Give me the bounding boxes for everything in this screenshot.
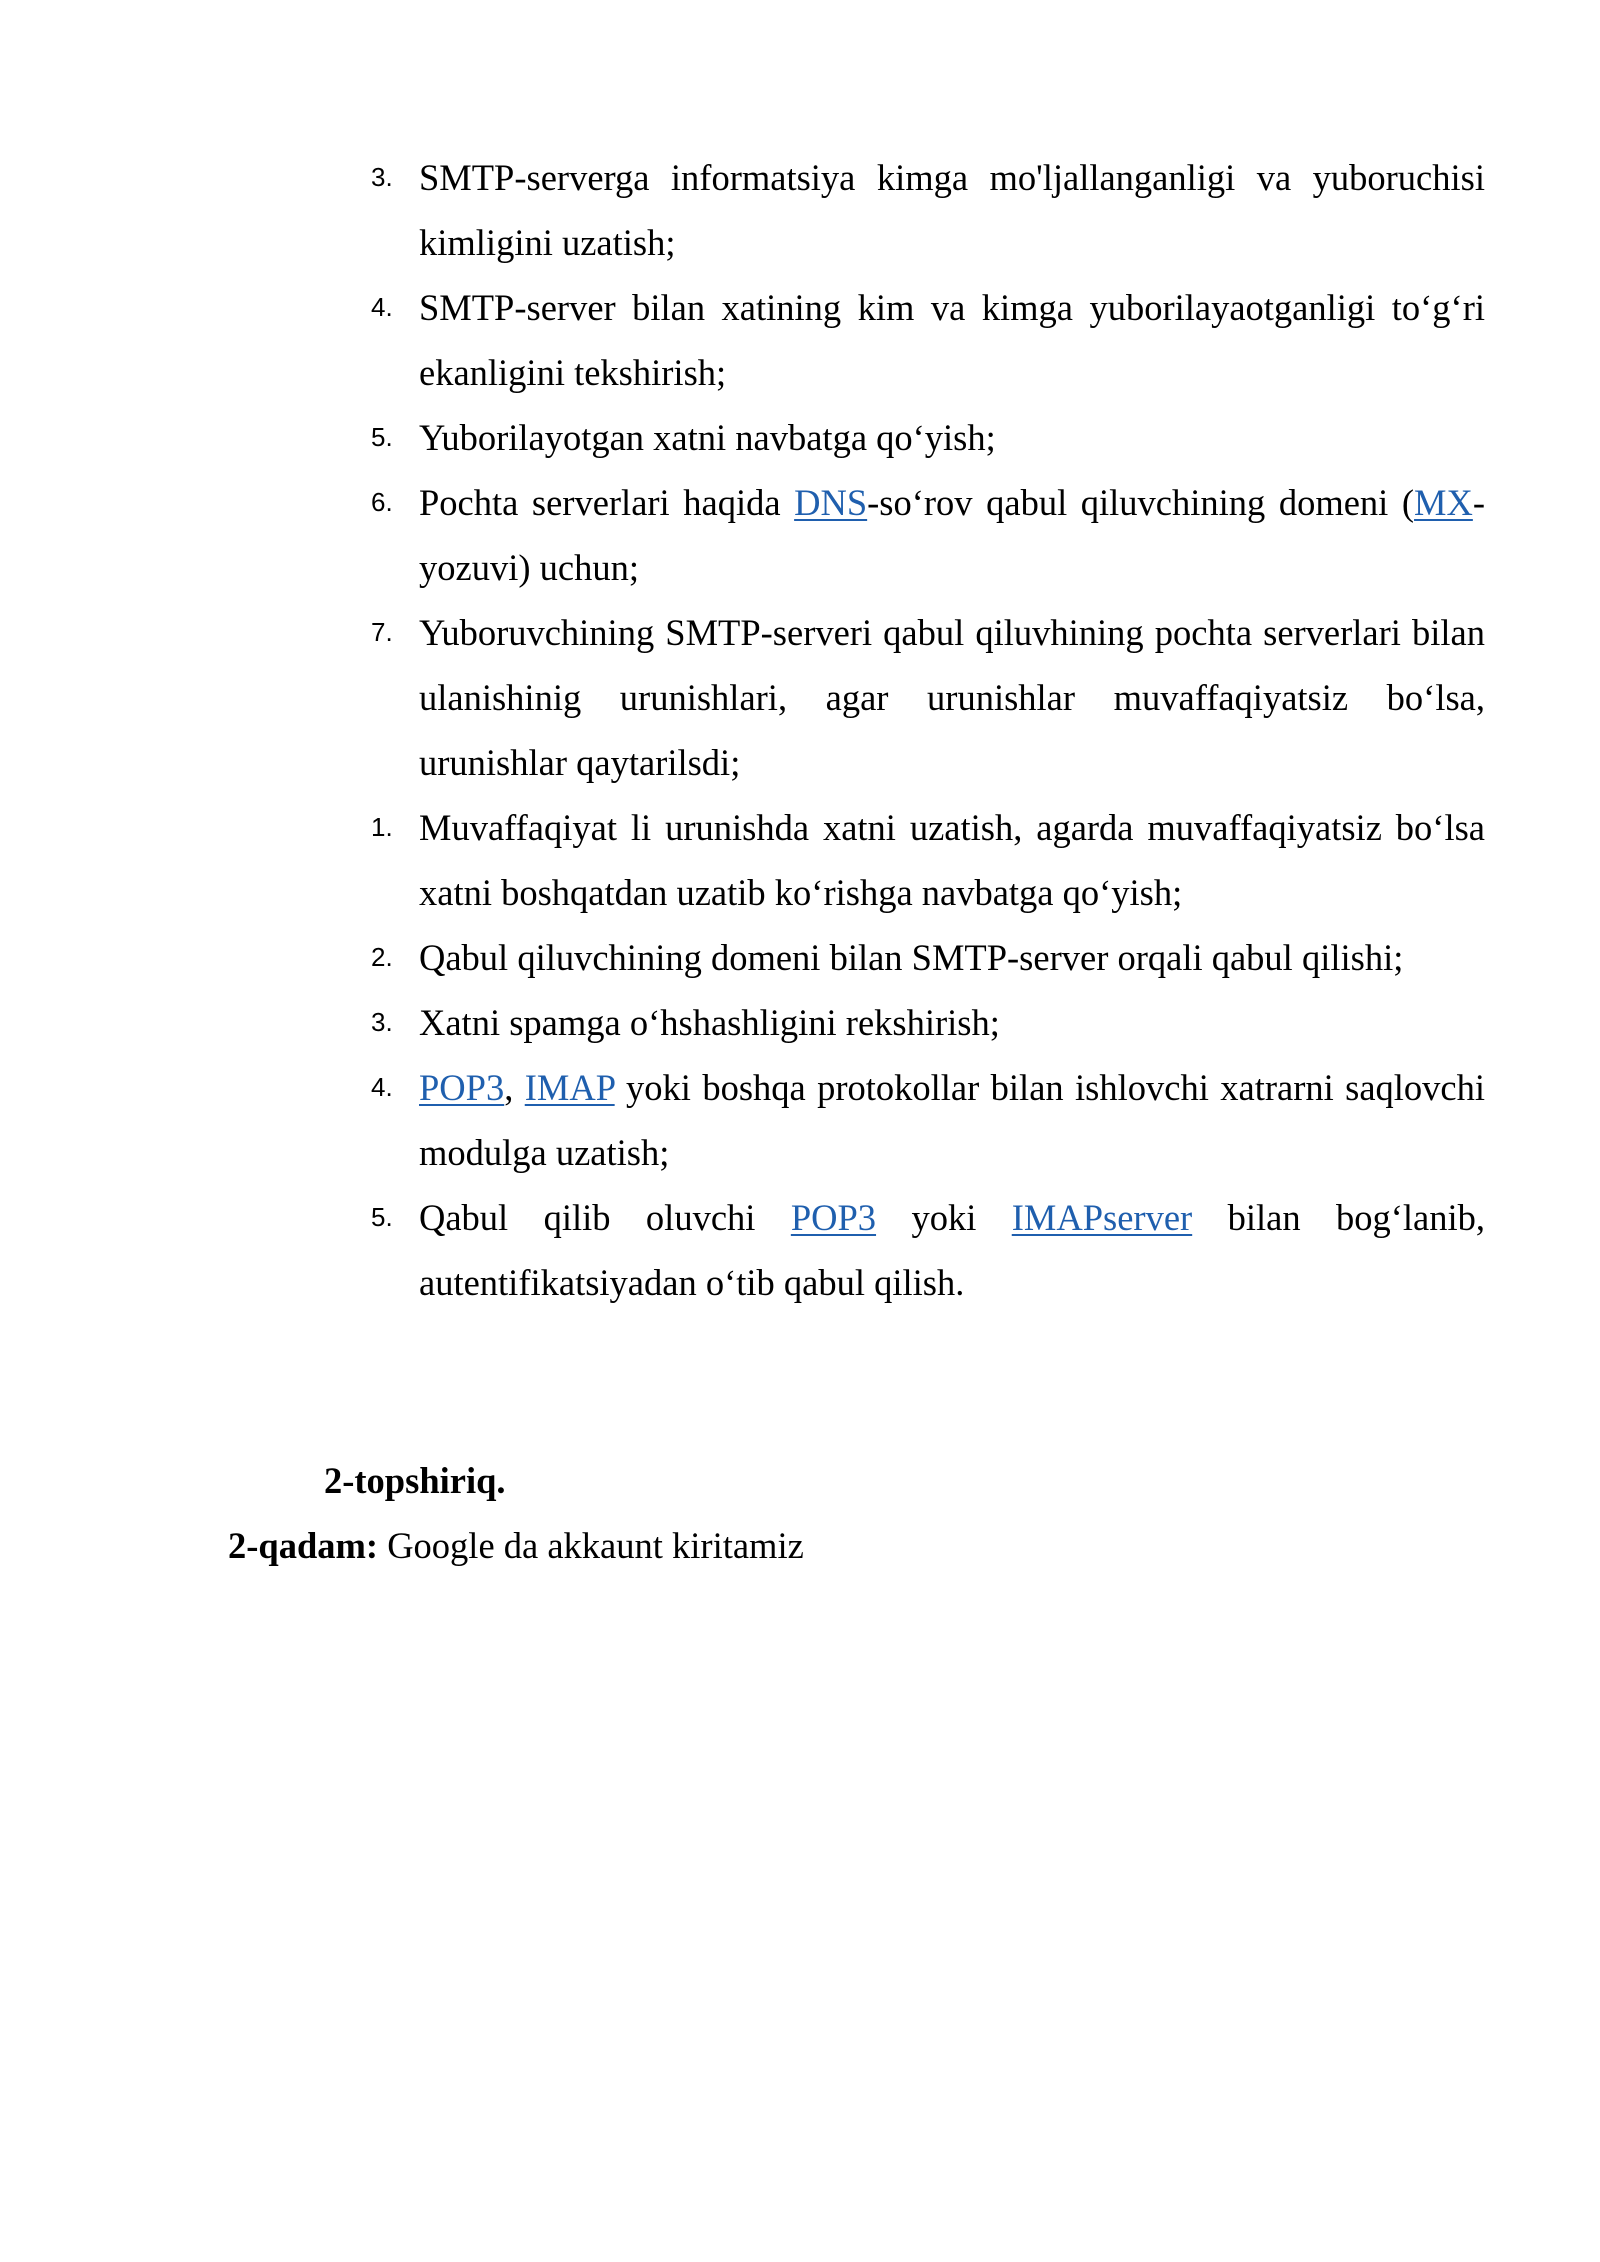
text-segment: Pochta serverlari haqida [419, 482, 795, 523]
list-item-text [419, 470, 1485, 600]
list-item [365, 1055, 1485, 1185]
list-item-text [419, 925, 1485, 990]
list-item [365, 600, 1485, 795]
hyperlink[interactable]: MX [1414, 482, 1473, 523]
hyperlink[interactable]: DNS [794, 482, 868, 523]
hyperlink[interactable]: POP3 [790, 1197, 877, 1238]
list-item [365, 990, 1485, 1055]
list-item-number: 7. [371, 617, 393, 647]
list-item-number: 4. [371, 1072, 393, 1102]
text-segment: Qabul qiluvchining domeni bilan SMTP-server orqali qabul qilishi; [419, 937, 1404, 978]
text-segment: -yozuvi) uchun; [419, 482, 1486, 588]
list-item-number: 4. [371, 292, 393, 322]
text-segment: , [504, 1067, 525, 1108]
list-item [365, 925, 1485, 990]
text-segment: Yuborilayotgan xatni navbatga qo‘yish; [419, 417, 996, 458]
text-segment: yoki boshqa protokollar bilan ishlovchi xatrarni saqlovchi modulga uzatish; [419, 1067, 1486, 1173]
list-item-number: 5. [371, 1202, 393, 1232]
list-item-text [419, 405, 1485, 470]
task-heading: 2-topshiriq. [324, 1460, 506, 1501]
list-item-text [419, 145, 1485, 275]
list-item [365, 470, 1485, 600]
text-segment: Muvaffaqiyat li urunishda xatni uzatish, agarda muvaffaqiyatsiz bo‘lsa xatni boshqatdan uzatib ko‘rishga navbatga qo‘yish; [419, 807, 1485, 913]
list-item-number: 5. [371, 422, 393, 452]
list-item-number: 3. [371, 1007, 393, 1037]
text-segment: SMTP-serverga informatsiya kimga mo'ljallanganligi va yuboruchisi kimligini uzatish; [419, 157, 1485, 263]
list-item-text [419, 1055, 1485, 1185]
list-item-text [419, 600, 1485, 795]
numbered-list [365, 145, 1485, 1315]
list-item [365, 405, 1485, 470]
list-item-number: 1. [371, 812, 393, 842]
text-segment: yoki [876, 1197, 1012, 1238]
list-item-text [419, 990, 1485, 1055]
text-segment: SMTP-server bilan xatining kim va kimga yuborilayaotganligi to‘g‘ri ekanligini tekshirish; [419, 287, 1485, 393]
list-item [365, 1185, 1485, 1315]
step-label: 2-qadam: [228, 1525, 379, 1566]
text-segment: -so‘rov qabul qiluvchining domeni ( [867, 482, 1415, 523]
text-segment: Yuboruvchining SMTP-serveri qabul qiluvhining pochta serverlari bilan ulanishinig urunishlari, agar urunishlar muvaffaqiyatsiz bo‘lsa, urunishlar qaytarilsdi; [419, 612, 1485, 783]
list-item [365, 145, 1485, 275]
text-segment: bilan bog‘lanib, autentifikatsiyadan o‘tib qabul qilish. [419, 1197, 1485, 1303]
list-item-text [419, 275, 1485, 405]
list-item-text [419, 1185, 1485, 1315]
text-segment: Qabul qilib oluvchi [419, 1197, 791, 1238]
text-segment: Xatni spamga o‘hshashligini rekshirish; [419, 1002, 1000, 1043]
step-text: Google da akkaunt kiritamiz [378, 1525, 804, 1566]
step-paragraph [228, 1513, 804, 1578]
hyperlink[interactable]: IMAP [524, 1067, 615, 1108]
list-item [365, 275, 1485, 405]
list-item-number: 2. [371, 942, 393, 972]
list-item-number: 3. [371, 162, 393, 192]
list-item [365, 795, 1485, 925]
hyperlink[interactable]: IMAPserver [1011, 1197, 1193, 1238]
list-item-text [419, 795, 1485, 925]
hyperlink[interactable]: POP3 [419, 1067, 505, 1108]
list-item-number: 6. [371, 487, 393, 517]
